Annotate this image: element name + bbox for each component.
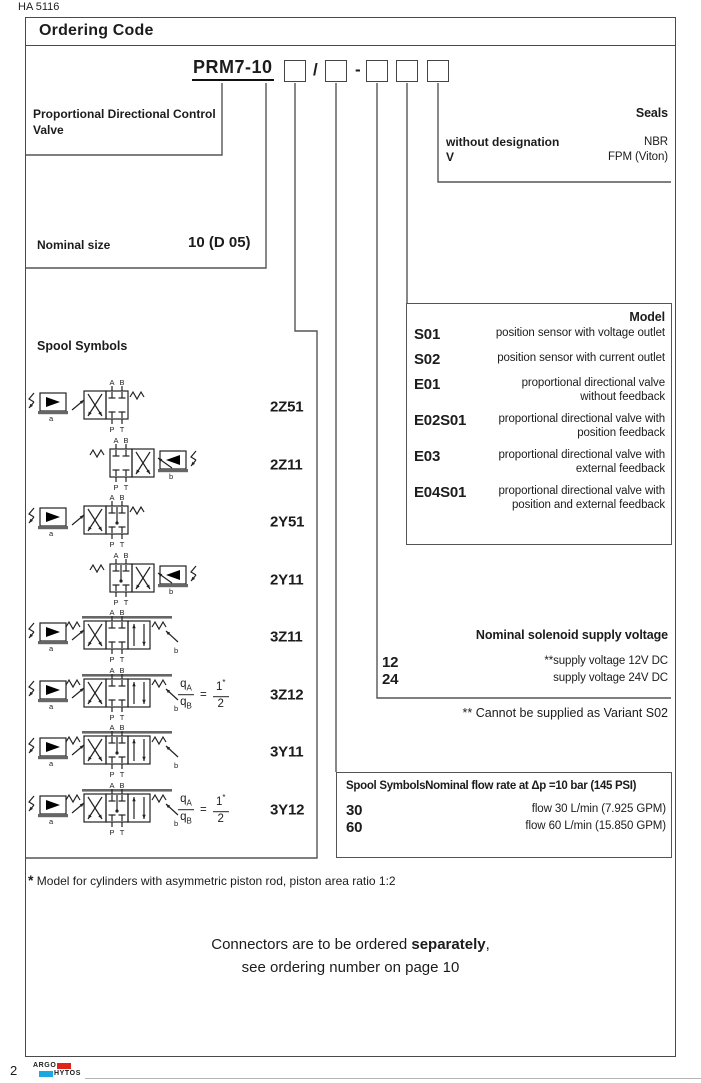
seals-row-code: V <box>446 150 455 165</box>
svg-text:A: A <box>113 437 119 445</box>
model-row-code: E03 <box>414 448 441 466</box>
code-box-voltage <box>366 60 388 82</box>
asterisk: * <box>28 872 34 888</box>
model-row-desc: position sensor with voltage outlet <box>495 327 665 339</box>
connectors-note: Connectors are to be ordered separately, see ordering number on page 10 <box>211 936 490 977</box>
svg-text:P: P <box>109 770 115 779</box>
model-row-desc: proportional directional valve without feedback <box>521 377 665 404</box>
svg-text:P: P <box>109 540 115 549</box>
svg-text:a: a <box>49 644 54 653</box>
svg-text:B: B <box>119 782 125 790</box>
ordering-code-prefix: PRM7-10 <box>192 57 274 81</box>
seals-row <box>446 150 668 164</box>
svg-text:a: a <box>49 414 54 423</box>
flow-ratio: $\frac{q_A}{q_B}$ = $\frac{1^*}{2}$ <box>178 679 229 711</box>
seals-section <box>446 106 668 165</box>
voltage-row-code: 12 <box>382 654 399 671</box>
seals-title: Seals <box>635 106 668 120</box>
svg-text:b: b <box>169 472 174 481</box>
svg-text:P: P <box>109 828 115 837</box>
svg-text:P: P <box>113 598 119 607</box>
flow-row-desc: flow 60 L/min (15.850 GPM) <box>525 820 666 832</box>
code-box-flow <box>325 60 347 82</box>
svg-text:B: B <box>119 724 125 732</box>
voltage-row <box>382 671 668 688</box>
svg-text:T: T <box>119 713 125 722</box>
flow-row <box>346 819 666 836</box>
voltage-row <box>382 654 668 671</box>
svg-text:b: b <box>174 761 179 770</box>
flow-row-code: 30 <box>346 802 363 819</box>
svg-text:b: b <box>169 587 174 596</box>
svg-text:A: A <box>109 609 115 617</box>
brand-hytos: HYTOS <box>54 1070 81 1078</box>
model-rows <box>414 326 665 512</box>
flow-ratio: $\frac{q_A}{q_B}$ = $\frac{1^*}{2}$ <box>178 794 229 826</box>
code-separator-dash: - <box>355 60 361 79</box>
spool-row-3Y11 <box>26 723 326 781</box>
spool-row-2Y51 <box>26 493 326 551</box>
model-row-code: S02 <box>414 351 441 368</box>
model-row-code: E04S01 <box>414 484 467 502</box>
spool-code: 2Y51 <box>270 513 305 531</box>
model-row <box>414 351 665 368</box>
spool-row-2Z11 <box>26 436 326 494</box>
model-row-desc: proportional directional valve with position and external feedback <box>498 485 665 512</box>
voltage-title: Nominal solenoid supply voltage <box>475 628 668 642</box>
svg-text:T: T <box>123 483 129 492</box>
asterisk-note: * Model for cylinders with asymmetric piston rod, piston area ratio 1:2 <box>28 872 396 888</box>
model-row-code: S01 <box>414 326 441 343</box>
svg-text:B: B <box>119 609 125 617</box>
flow-row-desc: flow 30 L/min (7.925 GPM) <box>531 803 666 815</box>
svg-text:b: b <box>174 704 179 713</box>
product-label: Proportional Directional Control Valve <box>33 107 216 138</box>
model-row-code: E01 <box>414 376 441 393</box>
model-row <box>414 484 665 512</box>
flow-row-code: 60 <box>346 819 363 836</box>
spool-code: 2Z51 <box>270 398 304 416</box>
voltage-row-desc: supply voltage 24V DC <box>553 672 668 684</box>
svg-text:B: B <box>119 379 125 387</box>
title-divider <box>25 45 676 46</box>
svg-text:a: a <box>49 817 54 826</box>
model-row-desc: position sensor with current outlet <box>497 352 665 364</box>
nominal-size-label: Nominal size <box>37 238 111 252</box>
code-box-seals <box>427 60 449 82</box>
argo-hytos-logo <box>33 1062 81 1078</box>
svg-text:T: T <box>119 540 125 549</box>
seals-row <box>446 135 668 149</box>
svg-text:T: T <box>123 598 129 607</box>
nominal-size-value: 10 (D 05) <box>188 234 251 251</box>
model-row <box>414 326 665 343</box>
model-title: Model <box>629 310 665 324</box>
svg-text:a: a <box>49 529 54 538</box>
model-row <box>414 412 665 440</box>
svg-text:B: B <box>119 667 125 675</box>
spool-code: 3Y11 <box>270 743 304 761</box>
flow-section <box>346 780 666 836</box>
svg-text:T: T <box>119 770 125 779</box>
svg-text:T: T <box>119 828 125 837</box>
logo-blue-block <box>39 1071 53 1077</box>
svg-text:A: A <box>109 494 115 502</box>
spool-row-3Y12 <box>26 781 326 839</box>
svg-text:A: A <box>109 379 115 387</box>
spool-row-3Z12 <box>26 666 326 724</box>
seals-row-desc: FPM (Viton) <box>607 151 668 164</box>
flow-title: Spool SymbolsNominal flow rate at Δp =10 bar (145 PSI) <box>346 780 637 792</box>
spool-code: 2Z11 <box>270 456 303 474</box>
document-code: HA 5116 <box>18 1 60 13</box>
code-separator-slash: / <box>313 60 318 79</box>
spool-code: 3Y12 <box>270 801 305 819</box>
voltage-rows <box>382 654 668 688</box>
svg-text:T: T <box>119 425 125 434</box>
logo-red-block <box>57 1063 71 1069</box>
svg-text:a: a <box>49 702 54 711</box>
svg-text:A: A <box>113 552 119 560</box>
scan-edge <box>85 1078 701 1079</box>
flow-row <box>346 802 666 819</box>
page-number: 2 <box>10 1063 18 1078</box>
spool-row-3Z11 <box>26 608 326 666</box>
spool-code: 3Z12 <box>270 686 304 704</box>
svg-text:P: P <box>109 425 115 434</box>
spool-code: 2Y11 <box>270 571 304 589</box>
spool-row-2Z51 <box>26 378 326 436</box>
svg-text:A: A <box>109 667 115 675</box>
seals-row-code: without designation <box>446 135 560 149</box>
code-box-spool <box>284 60 306 82</box>
model-row-code: E02S01 <box>414 412 467 430</box>
spool-row-2Y11 <box>26 551 326 609</box>
svg-text:B: B <box>119 494 125 502</box>
model-row <box>414 376 665 404</box>
svg-text:A: A <box>109 724 115 732</box>
seals-rows <box>446 135 668 164</box>
svg-text:b: b <box>174 819 179 828</box>
code-box-model <box>396 60 418 82</box>
model-row <box>414 448 665 476</box>
spool-symbols-title: Spool Symbols <box>37 339 128 353</box>
svg-text:T: T <box>119 655 125 664</box>
svg-text:B: B <box>123 437 129 445</box>
svg-text:P: P <box>113 483 119 492</box>
model-row-desc: proportional directional valve with external feedback <box>498 449 665 476</box>
voltage-section <box>382 628 668 688</box>
voltage-footnote: ** Cannot be supplied as Variant S02 <box>462 706 668 720</box>
svg-text:b: b <box>174 646 179 655</box>
brand-argo: ARGO <box>33 1062 57 1069</box>
model-row-desc: proportional directional valve with position feedback <box>498 413 665 440</box>
model-section <box>414 310 665 520</box>
svg-text:A: A <box>109 782 115 790</box>
page-title: Ordering Code <box>39 22 154 39</box>
seals-row-desc: NBR <box>644 136 668 148</box>
svg-text:P: P <box>109 713 115 722</box>
svg-text:B: B <box>123 552 129 560</box>
spool-code: 3Z11 <box>270 628 303 646</box>
svg-text:P: P <box>109 655 115 664</box>
voltage-row-desc: **supply voltage 12V DC <box>544 655 668 667</box>
voltage-row-code: 24 <box>382 671 399 688</box>
flow-rows <box>346 802 666 836</box>
svg-text:a: a <box>49 759 54 768</box>
